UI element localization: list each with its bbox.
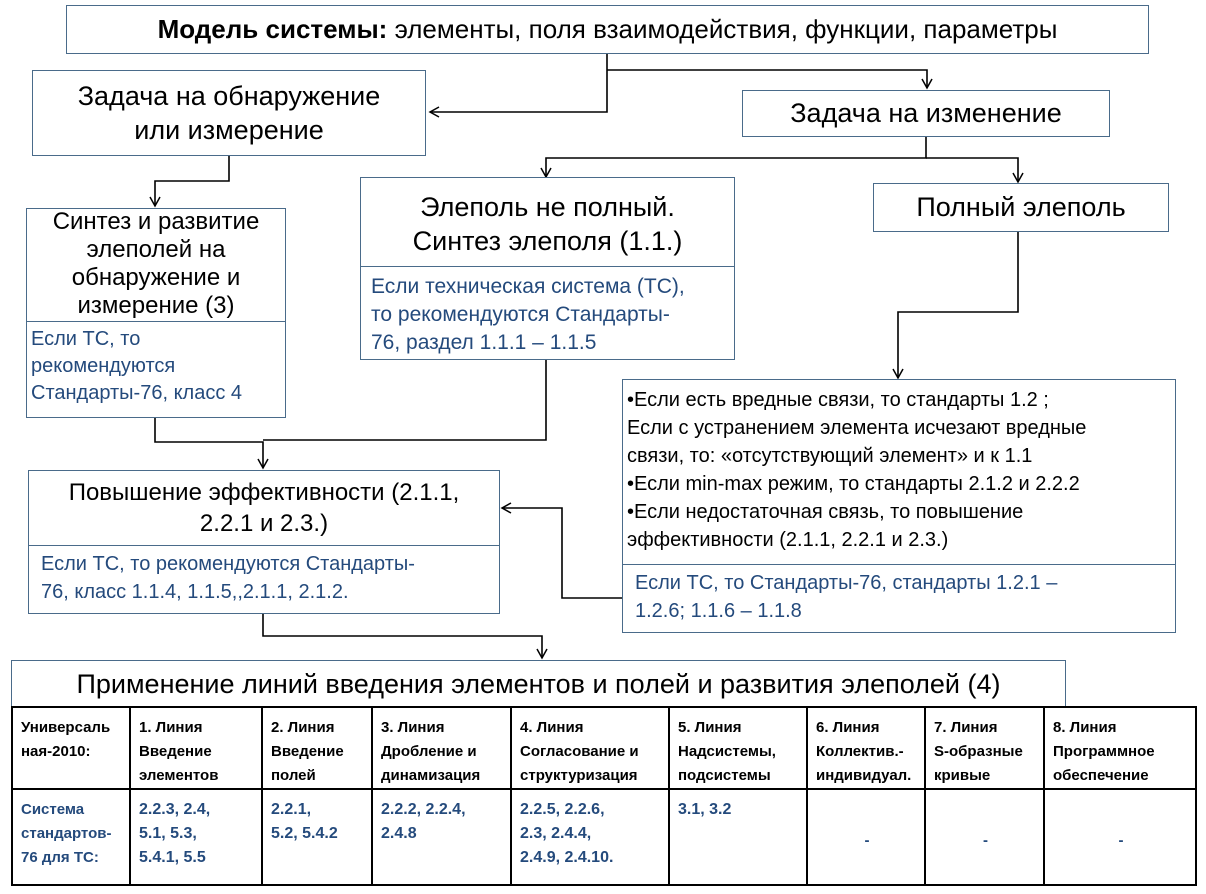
arrow-change-to-incomplete — [546, 137, 926, 177]
harmful-links-line-5: •Если недостаточная связь, то повышение — [627, 501, 1024, 523]
row-cell-system: Система стандартов- 76 для ТС: — [12, 789, 130, 885]
arrow-model-to-change — [607, 70, 927, 88]
row-cell-line-4: 2.2.5, 2.2.6, 2.3, 2.4.4, 2.4.9, 2.4.10. — [511, 789, 669, 885]
harmful-links-line-4: •Если min-max режим, то стандарты 2.1.2 и 2.2.2 — [627, 473, 1080, 495]
harmful-links-note-line-2: 1.2.6; 1.1.6 – 1.1.8 — [635, 600, 802, 622]
detection-task-box — [32, 70, 426, 156]
incomplete-su-line-1: Элеполь не полный. — [420, 192, 675, 222]
efficiency-line-2: 2.2.1 и 2.3.) — [199, 510, 329, 537]
row-cell-line-7: - — [925, 789, 1044, 885]
synthesis-detection-line-1: Синтез и развитие — [52, 208, 260, 235]
efficiency-note-line-1: Если ТС, то рекомендуются Стандарты- — [41, 553, 415, 575]
table-row — [12, 789, 1196, 885]
change-task-label: Задача на изменение — [790, 98, 1062, 128]
incomplete-su-note-line-3: 76, раздел 1.1.1 – 1.1.5 — [371, 331, 597, 354]
synthesis-detection-line-3: обнаружение и — [71, 264, 241, 291]
row-cell-line-6: - — [807, 789, 925, 885]
harmful-links-line-2: Если с устранением элемента исчезают вредные — [627, 417, 1087, 439]
synthesis-detection-box — [26, 208, 286, 418]
model-system-items: элементы, поля взаимодействия, функции, параметры — [387, 14, 1058, 44]
harmful-links-line-6: эффективности (2.1.1, 2.2.1 и 2.3.) — [627, 529, 949, 551]
complete-su-box — [873, 183, 1169, 232]
header-cell-line-1: 1. Линия Введение элементов — [130, 707, 262, 789]
header-cell-line-7: 7. Линия S-образные кривые — [925, 707, 1044, 789]
detection-task-line-1: Задача на обнаружение — [77, 81, 381, 111]
synthesis-detection-note-line-3: Стандарты-76, класс 4 — [31, 382, 243, 404]
header-cell-line-3: 3. Линия Дробление и динамизация — [372, 707, 511, 789]
header-cell-line-6: 6. Линия Коллектив.- индивидуал. — [807, 707, 925, 789]
incomplete-su-line-2: Синтез элеполя (1.1.) — [412, 226, 683, 256]
row-cell-line-8: - — [1044, 789, 1196, 885]
arrow-harmful-to-efficiency — [502, 508, 622, 598]
synthesis-detection-line-2: элеполей на — [86, 236, 226, 263]
harmful-links-line-3: связи, то: «отсутствующий элемент» и к 1.1 — [627, 445, 1033, 467]
header-cell-line-4: 4. Линия Согласование и структуризация — [511, 707, 669, 789]
model-system-box — [66, 5, 1149, 54]
harmful-links-line-1: •Если есть вредные связи, то стандарты 1.2 ; — [627, 389, 1049, 411]
application-label: Применение линий введения элементов и полей и развития элеполей (4) — [76, 669, 1001, 699]
harmful-links-note-line-1: Если ТС, то Стандарты-76, стандарты 1.2.1 – — [635, 572, 1058, 594]
lines-table — [11, 706, 1197, 886]
header-cell-line-2: 2. Линия Введение полей — [262, 707, 372, 789]
incomplete-su-box — [360, 177, 735, 360]
row-cell-line-2: 2.2.1, 5.2, 5.4.2 — [262, 789, 372, 885]
row-cell-line-3: 2.2.2, 2.2.4, 2.4.8 — [372, 789, 511, 885]
efficiency-note-line-2: 76, класс 1.1.4, 1.1.5,,2.1.1, 2.1.2. — [41, 581, 349, 603]
application-box — [11, 660, 1066, 708]
header-cell-line-5: 5. Линия Надсистемы, подсистемы — [669, 707, 807, 789]
model-system-title: Модель системы: — [157, 14, 388, 44]
efficiency-line-1: Повышение эффективности (2.1.1, — [68, 479, 460, 506]
synthesis-detection-line-4: измерение (3) — [77, 292, 235, 319]
incomplete-su-note-line-2: то рекомендуются Стандарты- — [371, 303, 670, 326]
synthesis-detection-note-line-1: Если ТС, то — [31, 328, 141, 350]
row-cell-line-5: 3.1, 3.2 — [669, 789, 807, 885]
row-cell-line-1: 2.2.3, 2.4, 5.1, 5.3, 5.4.1, 5.5 — [130, 789, 262, 885]
header-cell-line-8: 8. Линия Программное обеспечение — [1044, 707, 1196, 789]
table-header-row — [12, 707, 1196, 789]
header-cell-universal: Универсаль ная-2010: — [12, 707, 130, 789]
arrow-change-to-complete — [926, 158, 1018, 182]
detection-task-line-2: или измерение — [134, 115, 324, 145]
change-task-box — [742, 90, 1110, 137]
arrow-efficiency-to-application — [263, 614, 542, 658]
harmful-links-box — [622, 379, 1176, 633]
arrow-model-to-detection — [430, 54, 607, 112]
arrow-complete-to-harmful — [898, 232, 1018, 378]
arrow-incomplete-to-efficiency — [263, 359, 546, 440]
efficiency-box — [28, 470, 500, 614]
synthesis-detection-note-line-2: рекомендуются — [31, 355, 176, 377]
complete-su-label: Полный элеполь — [916, 192, 1126, 222]
arrow-detection-to-synthesis — [155, 156, 229, 206]
incomplete-su-note-line-1: Если техническая система (ТС), — [371, 275, 685, 298]
arrow-synthesis-to-efficiency — [155, 418, 263, 468]
